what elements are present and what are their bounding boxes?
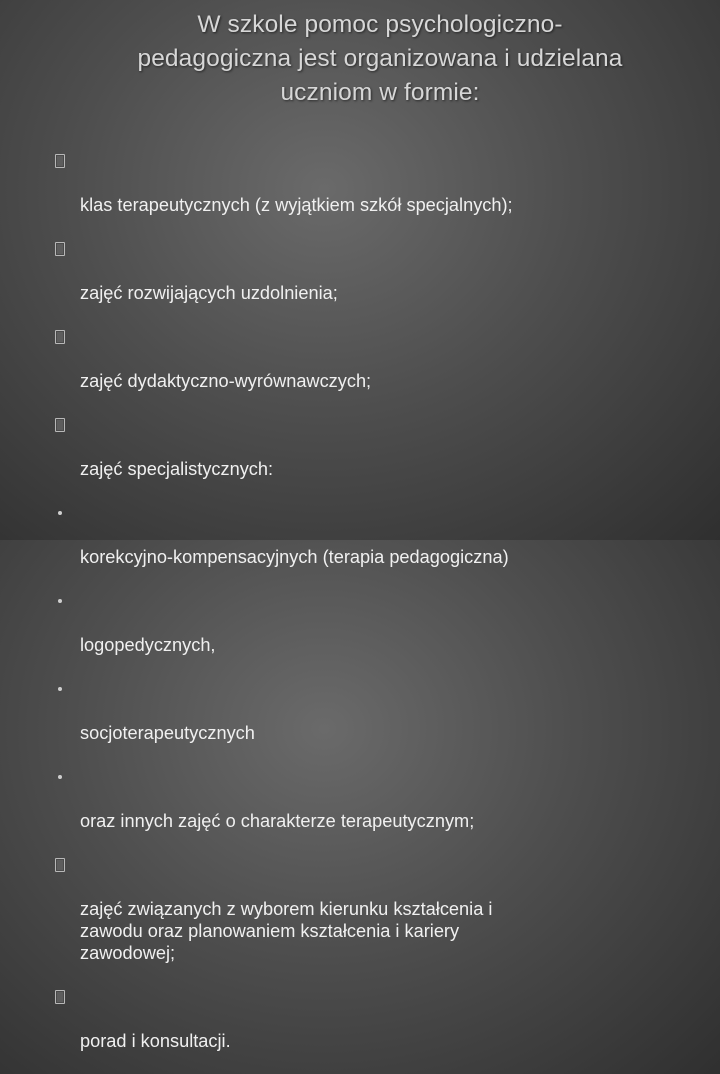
list-item xyxy=(52,766,702,854)
box-icon xyxy=(52,986,68,1008)
list-item xyxy=(52,590,702,678)
list-item xyxy=(52,986,702,1074)
box-icon xyxy=(52,326,68,348)
list-item-text: zajęć specjalistycznych: xyxy=(80,459,274,479)
list-item-text: zajęć związanych z wyborem kierunku kształcenia i zawodu oraz planowaniem kształcenia i kariery zawodowej; xyxy=(80,899,493,963)
box-icon xyxy=(52,238,68,260)
list-item xyxy=(52,414,702,502)
dot-icon xyxy=(52,678,68,700)
list-item-text: korekcyjno-kompensacyjnych (terapia pedagogiczna) xyxy=(80,547,509,567)
list-item-text: socjoterapeutycznych xyxy=(80,723,255,743)
list-item-text: zajęć rozwijających uzdolnienia; xyxy=(80,283,338,303)
bullet-list xyxy=(52,150,702,1074)
dot-icon xyxy=(52,502,68,524)
list-item xyxy=(52,678,702,766)
list-item xyxy=(52,854,702,986)
list-item xyxy=(52,326,702,414)
box-icon xyxy=(52,854,68,876)
list-item xyxy=(52,502,702,590)
list-item-text: zajęć dydaktyczno-wyrównawczych; xyxy=(80,371,372,391)
title-line-1: W szkole pomoc psychologiczno- xyxy=(197,11,563,38)
box-icon xyxy=(52,414,68,436)
list-item-text: logopedycznych, xyxy=(80,635,216,655)
title-line-3: uczniom w formie: xyxy=(280,79,480,106)
list-item-text: oraz innych zajęć o charakterze terapeutycznym; xyxy=(80,811,475,831)
box-icon xyxy=(52,150,68,172)
dot-icon xyxy=(52,590,68,612)
title-line-2: pedagogiczna jest organizowana i udzielana xyxy=(137,45,623,72)
dot-icon xyxy=(52,766,68,788)
list-item-text: klas terapeutycznych (z wyjątkiem szkół specjalnych); xyxy=(80,195,513,215)
list-item-text: porad i konsultacji. xyxy=(80,1031,231,1051)
slide-title xyxy=(60,8,700,110)
list-item xyxy=(52,150,702,238)
list-item xyxy=(52,238,702,326)
